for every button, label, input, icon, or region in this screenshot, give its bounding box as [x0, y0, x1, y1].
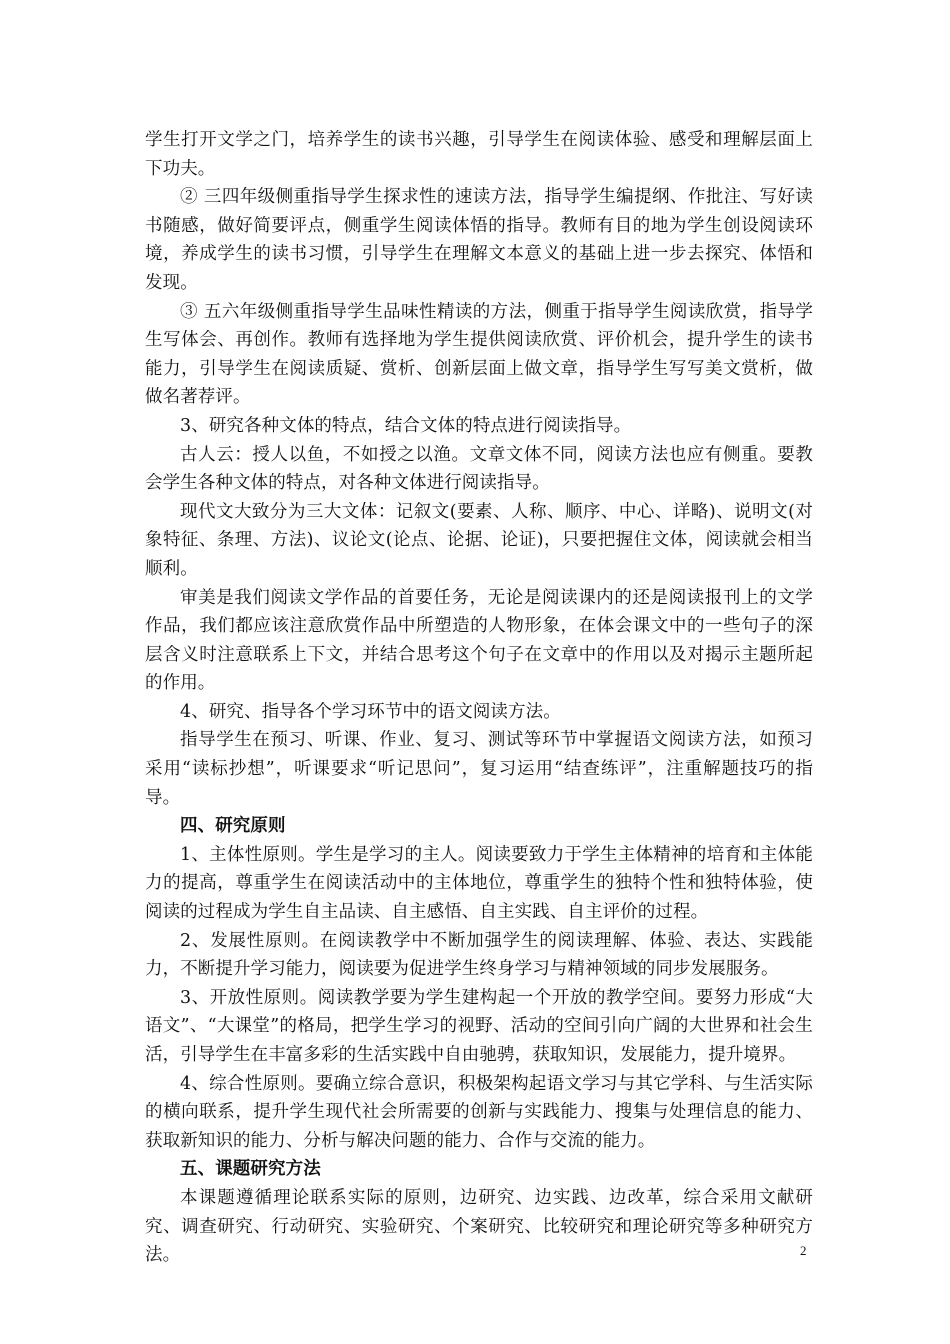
- paragraph-principle-2: 2、发展性原则。在阅读教学中不断加强学生的阅读理解、体验、表达、实践能力，不断提升学习能力，阅读要为促进学生终身学习与精神领域的同步发展服务。: [145, 930, 813, 980]
- paragraph-aesthetics: 审美是我们阅读文学作品的首要任务，无论是阅读课内的还是阅读报刊上的文学作品，我们都应该注意欣赏作品中所塑造的人物形象，在体会课文中的一些句子的深层含义时注意联系上下文，并结合思考这个句子在文章中的作用以及对揭示主题所起的作用。: [145, 587, 813, 694]
- paragraph-principle-4: 4、综合性原则。要确立综合意识，积极架构起语文学习与其它学科、与生活实际的横向联系，提升学生现代社会所需要的创新与实践能力、搜集与处理信息的能力、获取新知识的能力、分析与解决问题的能力、合作与交流的能力。: [145, 1073, 813, 1151]
- paragraph-grade-5-6: ③ 五六年级侧重指导学生品味性精读的方法，侧重于指导学生阅读欣赏，指导学生写体会、再创作。教师有选择地为学生提供阅读欣赏、评价机会，提升学生的读书能力，引导学生在阅读质疑、赏析、创新层面上做文章，指导学生写写美文赏析，做做名著荐评。: [145, 301, 813, 408]
- page-number: 2: [800, 1243, 807, 1258]
- paragraph-methods: 本课题遵循理论联系实际的原则，边研究、边实践、边改革，综合采用文献研究、调查研究、行动研究、实验研究、个案研究、比较研究和理论研究等多种研究方法。: [145, 1187, 813, 1266]
- document-body: [145, 126, 813, 1270]
- section-heading-methods: 五、课题研究方法: [180, 1159, 321, 1180]
- paragraph-principle-1: 1、主体性原则。学生是学习的主人。阅读要致力于学生主体精神的培育和主体能力的提高，尊重学生在阅读活动中的主体地位，尊重学生的独特个性和独特体验，使阅读的过程成为学生自主品读、自主感悟、自主实践、自主评价的过程。: [145, 844, 813, 923]
- paragraph-item-4: 4、研究、指导各个学习环节中的语文阅读方法。: [180, 701, 561, 722]
- paragraph-genres: 现代文大致分为三大文体：记叙文(要素、人称、顺序、中心、详略)、说明文(对象特征、条理、方法)、议论文(论点、论据、论证)，只要把握住文体，阅读就会相当顺利。: [145, 501, 813, 579]
- paragraph-study-steps: 指导学生在预习、听课、作业、复习、测试等环节中掌握语文阅读方法，如预习采用“读标抄想”，听课要求“听记思问”，复习运用“结查练评”，注重解题技巧的指导。: [145, 730, 813, 808]
- paragraph-principle-3: 3、开放性原则。阅读教学要为学生建构起一个开放的教学空间。要努力形成“大语文”、“大课堂”的格局，把学生学习的视野、活动的空间引向广阔的大世界和社会生活，引导学生在丰富多彩的生活实践中自由驰骋，获取知识，发展能力，提升境界。: [145, 987, 813, 1065]
- paragraph-item-3: 3、研究各种文体的特点，结合文体的特点进行阅读指导。: [180, 415, 632, 436]
- section-heading-principles: 四、研究原则: [180, 816, 286, 837]
- paragraph-grade-3-4: ② 三四年级侧重指导学生探求性的速读方法，指导学生编提纲、作批注、写好读书随感，做好简要评点，侧重学生阅读体悟的指导。教师有目的地为学生创设阅读环境，养成学生的读书习惯，引导学生在理解文本意义的基础上进一步去探究、体悟和发现。: [145, 187, 813, 293]
- paragraph-quote: 古人云：授人以鱼，不如授之以渔。文章文体不同，阅读方法也应有侧重。要教会学生各种文体的特点，对各种文体进行阅读指导。: [145, 444, 813, 494]
- paragraph-continuation: 学生打开文学之门，培养学生的读书兴趣，引导学生在阅读体验、感受和理解层面上下功夫。: [145, 130, 813, 179]
